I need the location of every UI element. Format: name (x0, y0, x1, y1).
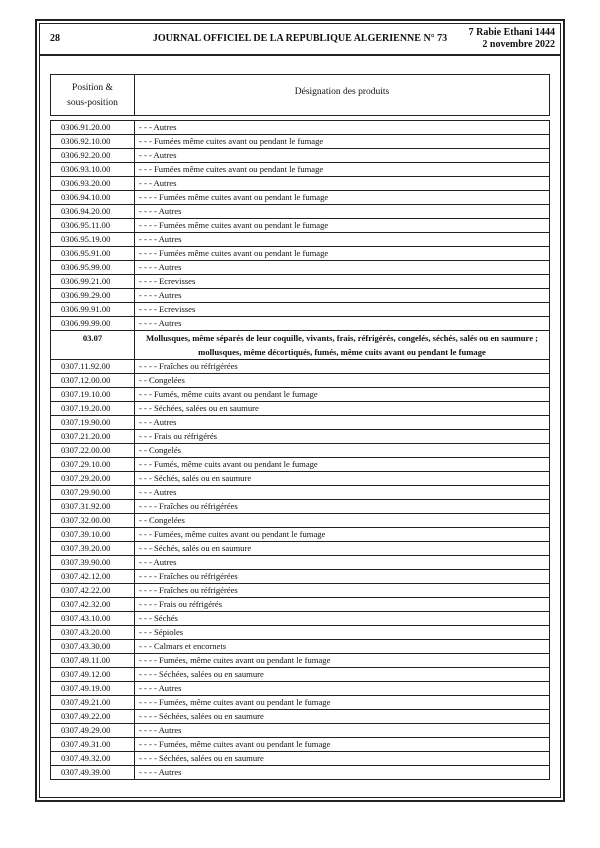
tariff-code: 0306.99.91.00 (51, 303, 135, 316)
tariff-code: 0307.49.12.00 (51, 668, 135, 681)
table-row (51, 317, 549, 331)
table-row (51, 584, 549, 598)
table-row (51, 191, 549, 205)
product-designation: - - - - Fraîches ou réfrigérées (139, 571, 238, 581)
tariff-code: 0307.11.92.00 (51, 360, 135, 373)
product-designation: - - - Autres (139, 557, 177, 567)
tariff-code: 0307.29.10.00 (51, 458, 135, 471)
tariff-code: 0307.39.20.00 (51, 542, 135, 555)
product-designation: - - - Séchés (139, 613, 178, 623)
table-row (51, 177, 549, 191)
date-hijri: 7 Rabie Ethani 1444 (468, 27, 555, 38)
table-row (51, 458, 549, 472)
table-row (51, 626, 549, 640)
tariff-code: 0307.43.30.00 (51, 640, 135, 653)
product-designation: - - - - Fumées même cuites avant ou pendant le fumage (139, 192, 329, 202)
table-row (51, 402, 549, 416)
tariff-code: 0307.39.90.00 (51, 556, 135, 569)
tariff-code: 0307.49.11.00 (51, 654, 135, 667)
table-row (51, 416, 549, 430)
tariff-code: 0306.92.10.00 (51, 135, 135, 148)
table-row (51, 275, 549, 289)
table-row (51, 233, 549, 247)
table-row (51, 766, 549, 780)
product-designation: - - - Frais ou réfrigérés (139, 431, 218, 441)
product-designation: - - - Fumés, même cuits avant ou pendant le fumage (139, 459, 318, 469)
table-row (51, 724, 549, 738)
tariff-code: 0307.19.10.00 (51, 388, 135, 401)
column-header-designation: Désignation des produits (294, 87, 390, 97)
table-row (51, 205, 549, 219)
table-row (51, 486, 549, 500)
journal-title: JOURNAL OFFICIEL DE LA REPUBLIQUE ALGERIENNE N° 73 (152, 33, 448, 44)
tariff-code: 0307.19.20.00 (51, 402, 135, 415)
tariff-code: 0306.99.29.00 (51, 289, 135, 302)
tariff-code: 0306.92.20.00 (51, 149, 135, 162)
tariff-code: 0307.19.90.00 (51, 416, 135, 429)
tariff-table-body (50, 120, 550, 780)
column-header-position-line1: Position & (72, 83, 113, 93)
product-designation: Mollusques, même séparés de leur coquille, vivants, frais, réfrigérés, congelés, séchés, salés ou en saumure ; mollusques, même décortiqués, fumés, même cuits avant ou pendant le fumage (145, 333, 539, 357)
table-row (51, 654, 549, 668)
tariff-code: 0307.49.32.00 (51, 752, 135, 765)
table-row (51, 528, 549, 542)
table-row (51, 149, 549, 163)
table-row (51, 542, 549, 556)
column-header-position-line2: sous-position (67, 98, 118, 108)
table-row (51, 444, 549, 458)
table-row (51, 612, 549, 626)
product-designation: - - - - Autres (139, 767, 182, 777)
table-row (51, 738, 549, 752)
tariff-code: 0307.42.22.00 (51, 584, 135, 597)
table-row (51, 289, 549, 303)
tariff-code: 0306.95.19.00 (51, 233, 135, 246)
product-designation: - - - - Frais ou réfrigérés (139, 599, 223, 609)
table-row (51, 598, 549, 612)
tariff-code: 0307.31.92.00 (51, 500, 135, 513)
product-designation: - - - Autres (139, 122, 177, 132)
product-designation: - - - Autres (139, 417, 177, 427)
tariff-code: 0307.21.20.00 (51, 430, 135, 443)
table-row (51, 360, 549, 374)
tariff-code: 0306.94.10.00 (51, 191, 135, 204)
product-designation: - - - Autres (139, 487, 177, 497)
product-designation: - - - - Fraîches ou réfrigérées (139, 585, 238, 595)
product-designation: - - Congelées (139, 515, 185, 525)
product-designation: - - - Sépioles (139, 627, 184, 637)
table-row (51, 247, 549, 261)
table-row (51, 696, 549, 710)
product-designation: - - - - Séchées, salées ou en saumure (139, 669, 264, 679)
tariff-code: 0307.22.00.00 (51, 444, 135, 457)
tariff-code: 0306.99.99.00 (51, 317, 135, 330)
product-designation: - - - - Autres (139, 290, 182, 300)
product-designation: - - - - Autres (139, 206, 182, 216)
table-row (51, 388, 549, 402)
tariff-code: 0306.94.20.00 (51, 205, 135, 218)
tariff-code: 0307.49.29.00 (51, 724, 135, 737)
product-designation: - - Congelées (139, 375, 185, 385)
tariff-code: 0306.93.10.00 (51, 163, 135, 176)
product-designation: - - - Calmars et encornets (139, 641, 227, 651)
tariff-code: 0307.39.10.00 (51, 528, 135, 541)
product-designation: - - - Séchés, salés ou en saumure (139, 543, 252, 553)
product-designation: - - - - Fumées même cuites avant ou pendant le fumage (139, 220, 329, 230)
table-row (51, 682, 549, 696)
tariff-code: 0306.95.99.00 (51, 261, 135, 274)
tariff-code: 0307.29.90.00 (51, 486, 135, 499)
product-designation: - - - Fumés, même cuits avant ou pendant le fumage (139, 389, 318, 399)
tariff-code: 0307.42.32.00 (51, 598, 135, 611)
product-designation: - - Congelés (139, 445, 182, 455)
table-row (51, 668, 549, 682)
product-designation: - - - - Séchées, salées ou en saumure (139, 711, 264, 721)
tariff-code: 0307.29.20.00 (51, 472, 135, 485)
tariff-code: 0306.95.11.00 (51, 219, 135, 232)
table-row (51, 500, 549, 514)
table-row (51, 556, 549, 570)
table-row (51, 303, 549, 317)
tariff-code: 0307.49.31.00 (51, 738, 135, 751)
tariff-code: 0307.12.00.00 (51, 374, 135, 387)
table-row (51, 135, 549, 149)
product-designation: - - - Séchées, salées ou en saumure (139, 403, 259, 413)
product-designation: - - - - Ecrevisses (139, 304, 196, 314)
product-designation: - - - Autres (139, 150, 177, 160)
table-row (51, 514, 549, 528)
heading-row (51, 331, 549, 360)
table-row (51, 430, 549, 444)
table-row (51, 472, 549, 486)
tariff-code: 0307.43.20.00 (51, 626, 135, 639)
tariff-code: 0306.95.91.00 (51, 247, 135, 260)
table-row (51, 261, 549, 275)
product-designation: - - - Autres (139, 178, 177, 188)
product-designation: - - - Fumées même cuites avant ou pendant le fumage (139, 136, 324, 146)
tariff-code: 0307.49.22.00 (51, 710, 135, 723)
page-number: 28 (50, 33, 60, 44)
page-header (39, 23, 561, 56)
product-designation: - - - - Autres (139, 725, 182, 735)
date-gregorian: 2 novembre 2022 (482, 39, 555, 50)
table-row (51, 121, 549, 135)
tariff-code: 0307.42.12.00 (51, 570, 135, 583)
product-designation: - - - - Fumées même cuites avant ou pendant le fumage (139, 248, 329, 258)
issue-date (469, 27, 555, 51)
tariff-code: 0307.49.39.00 (51, 766, 135, 779)
tariff-code: 03.07 (51, 331, 135, 359)
table-row (51, 570, 549, 584)
product-designation: - - - - Fraîches ou réfrigérées (139, 361, 238, 371)
tariff-code: 0306.93.20.00 (51, 177, 135, 190)
tariff-code: 0307.32.00.00 (51, 514, 135, 527)
product-designation: - - - - Séchées, salées ou en saumure (139, 753, 264, 763)
product-designation: - - - - Autres (139, 318, 182, 328)
tariff-code: 0307.43.10.00 (51, 612, 135, 625)
tariff-code: 0306.99.21.00 (51, 275, 135, 288)
product-designation: - - - Fumées même cuites avant ou pendant le fumage (139, 164, 324, 174)
table-row (51, 163, 549, 177)
table-row (51, 374, 549, 388)
product-designation: - - - - Fraîches ou réfrigérées (139, 501, 238, 511)
product-designation: - - - - Fumées, même cuites avant ou pendant le fumage (139, 697, 331, 707)
tariff-code: 0307.49.19.00 (51, 682, 135, 695)
product-designation: - - - - Fumées, même cuites avant ou pendant le fumage (139, 655, 331, 665)
tariff-code: 0306.91.20.00 (51, 121, 135, 134)
product-designation: - - - - Autres (139, 683, 182, 693)
product-designation: - - - - Fumées, même cuites avant ou pendant le fumage (139, 739, 331, 749)
table-row (51, 752, 549, 766)
tariff-code: 0307.49.21.00 (51, 696, 135, 709)
product-designation: - - - - Autres (139, 234, 182, 244)
product-designation: - - - Fumées, même cuites avant ou pendant le fumage (139, 529, 326, 539)
table-row (51, 219, 549, 233)
product-designation: - - - Séchés, salés ou en saumure (139, 473, 252, 483)
table-row (51, 640, 549, 654)
column-header-position (51, 75, 135, 115)
product-designation: - - - - Ecrevisses (139, 276, 196, 286)
table-row (51, 710, 549, 724)
product-designation: - - - - Autres (139, 262, 182, 272)
table-header (50, 74, 550, 116)
